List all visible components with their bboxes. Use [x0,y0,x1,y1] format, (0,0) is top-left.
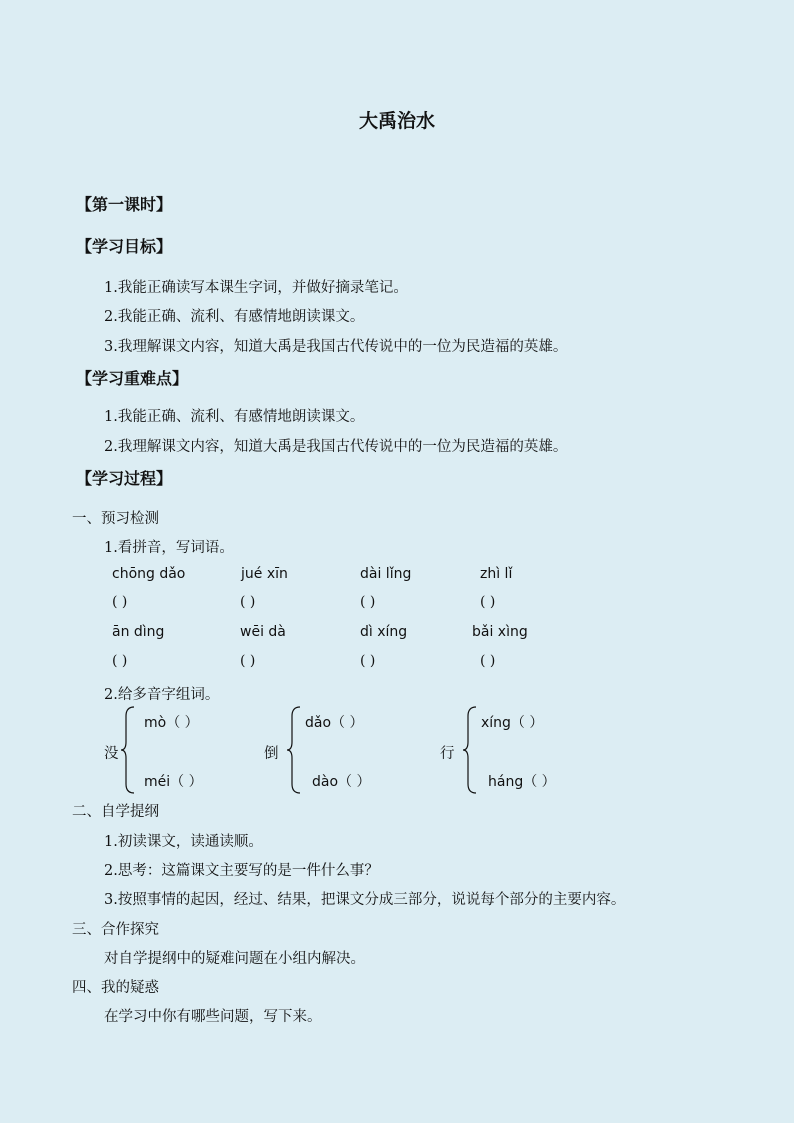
polyphone-char: 倒 [264,746,279,762]
goals-heading: 【学习目标】 [76,237,173,256]
part3-heading: 三、合作探究 [72,922,159,938]
part1-heading: 一、预习检测 [72,511,159,527]
outline-item-3: 3.按照事情的起因，经过、结果，把课文分成三部分，说说每个部分的主要内容。 [104,892,626,908]
polyphone-char: 行 [440,746,455,762]
polyphone-question: 2.给多音字组词。 [104,687,220,703]
answer-blank[interactable]: ( ) [112,594,128,610]
polyphone-reading[interactable]: mò（ ） [144,715,199,731]
keypoint-item-2: 2.我理解课文内容，知道大禹是我国古代传说中的一位为民造福的英雄。 [104,439,568,455]
polyphone-reading[interactable]: xíng（ ） [481,715,544,731]
pinyin-question: 1.看拼音，写词语。 [104,540,234,556]
polyphone-char: 没 [104,746,119,762]
pinyin-word: chōng dǎo [112,566,186,582]
brace-icon [462,706,478,794]
goal-item-1: 1.我能正确读写本课生字词，并做好摘录笔记。 [104,280,408,296]
polyphone-reading[interactable]: háng（ ） [488,774,556,790]
outline-item-1: 1.初读课文，读通读顺。 [104,834,263,850]
pinyin-word: dài lǐng [360,566,412,582]
lesson-heading: 【第一课时】 [76,195,173,214]
pinyin-word: wēi dà [240,624,286,640]
answer-blank[interactable]: ( ) [112,653,128,669]
answer-blank[interactable]: ( ) [480,653,496,669]
pinyin-word: ān dìng [112,624,165,640]
keypoint-item-1: 1.我能正确、流利、有感情地朗读课文。 [104,409,365,425]
part4-text: 在学习中你有哪些问题，写下来。 [104,1009,322,1025]
pinyin-word: jué xīn [241,566,288,582]
pinyin-word: bǎi xìng [472,624,528,640]
answer-blank[interactable]: ( ) [240,653,256,669]
part2-heading: 二、自学提纲 [72,804,159,820]
answer-blank[interactable]: ( ) [360,594,376,610]
part3-text: 对自学提纲中的疑难问题在小组内解决。 [104,951,365,967]
answer-blank[interactable]: ( ) [480,594,496,610]
pinyin-word: zhì lǐ [480,566,513,582]
process-heading: 【学习过程】 [76,469,173,488]
polyphone-reading[interactable]: méi（ ） [144,774,203,790]
keypoints-heading: 【学习重难点】 [76,369,189,388]
page-title: 大禹治水 [358,110,435,132]
brace-icon [286,706,302,794]
pinyin-word: dì xíng [360,624,408,640]
answer-blank[interactable]: ( ) [360,653,376,669]
polyphone-reading[interactable]: dǎo（ ） [305,715,364,731]
part4-heading: 四、我的疑惑 [72,980,159,996]
brace-icon [120,706,136,794]
outline-item-2: 2.思考：这篇课文主要写的是一件什么事？ [104,863,379,879]
goal-item-3: 3.我理解课文内容，知道大禹是我国古代传说中的一位为民造福的英雄。 [104,339,568,355]
answer-blank[interactable]: ( ) [240,594,256,610]
goal-item-2: 2.我能正确、流利、有感情地朗读课文。 [104,309,365,325]
polyphone-reading[interactable]: dào（ ） [312,774,371,790]
